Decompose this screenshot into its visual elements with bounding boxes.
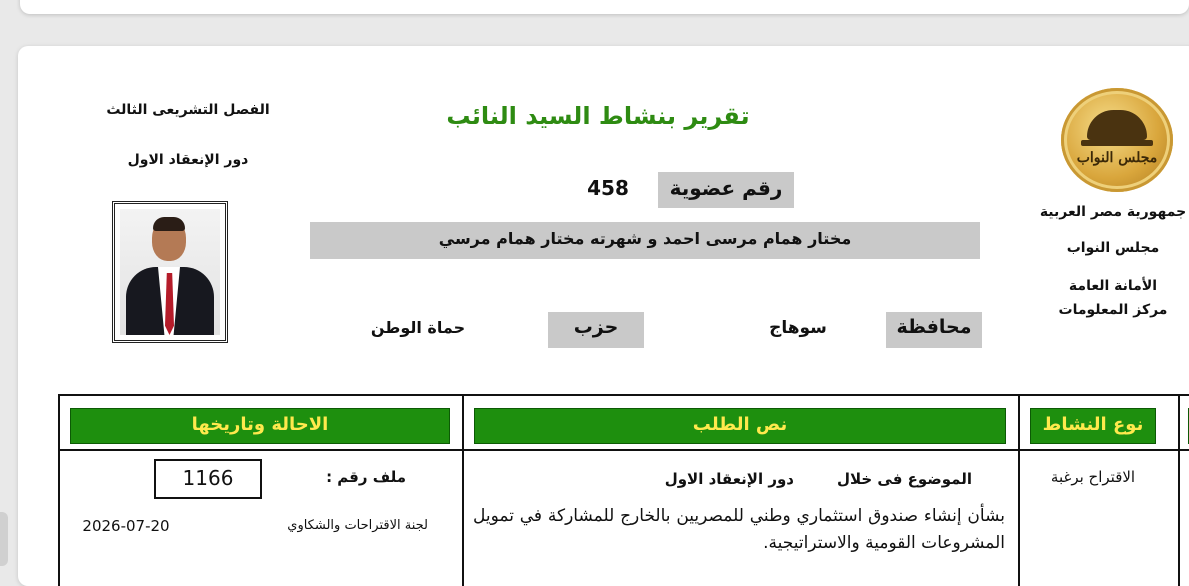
subject-label: الموضوع فى خلال: [836, 470, 972, 488]
seal-text: مجلس النواب: [1076, 150, 1158, 166]
membership-number: 458: [587, 176, 629, 200]
org-info-center: مركز المعلومات: [1058, 302, 1168, 318]
window-edge: [0, 512, 8, 566]
seal-dome: [1087, 110, 1147, 140]
referral-date: 2026-07-20: [82, 517, 170, 535]
legislative-term: الفصل التشريعى الثالث: [106, 102, 270, 118]
header-request-text: نص الطلب: [692, 414, 788, 435]
file-label: ملف رقم :: [326, 468, 406, 486]
party-value: حماة الوطن: [370, 318, 466, 337]
table-divider: [1018, 394, 1020, 586]
subject-session: دور الإنعقاد الاول: [664, 470, 794, 488]
report-title: تقرير بنشاط السيد النائب: [446, 102, 750, 130]
org-country: جمهورية مصر العربية: [1039, 204, 1187, 220]
party-label: حزب: [573, 316, 619, 338]
member-photo: [112, 201, 228, 343]
committee-name: لجنة الاقتراحات والشكاوي: [287, 518, 428, 533]
file-number: 1166: [182, 466, 234, 490]
governorate-label: محافظة: [896, 316, 972, 338]
report-page: [18, 46, 1189, 586]
portrait-image: [120, 209, 220, 335]
activity-type-value: الاقتراح برغبة: [1050, 468, 1136, 486]
request-body: بشأن إنشاء صندوق استثماري وطني للمصريين بالخارج للمشاركة في تمويل المشروعات القومية والاستراتيجية.: [473, 506, 1005, 553]
header-referral: الاحالة وتاريخها: [191, 414, 329, 435]
org-secretariat: الأمانة العامة: [1068, 278, 1158, 294]
table-divider: [462, 394, 464, 586]
previous-page-card: [20, 0, 1189, 14]
member-name: مختار همام مرسى احمد و شهرته مختار همام مرسي: [438, 229, 852, 248]
table-header-divider: [58, 449, 1189, 451]
membership-label: رقم عضوية: [669, 176, 783, 200]
session-label: دور الإنعقاد الاول: [127, 152, 249, 168]
table-divider: [1178, 394, 1180, 586]
parliament-seal-icon: [1061, 88, 1173, 192]
portrait-hair: [153, 217, 185, 231]
header-activity-type: نوع النشاط: [1042, 414, 1144, 435]
governorate-value: سوهاج: [769, 318, 827, 338]
org-council: مجلس النواب: [1066, 240, 1160, 256]
seal-base: [1081, 140, 1153, 146]
